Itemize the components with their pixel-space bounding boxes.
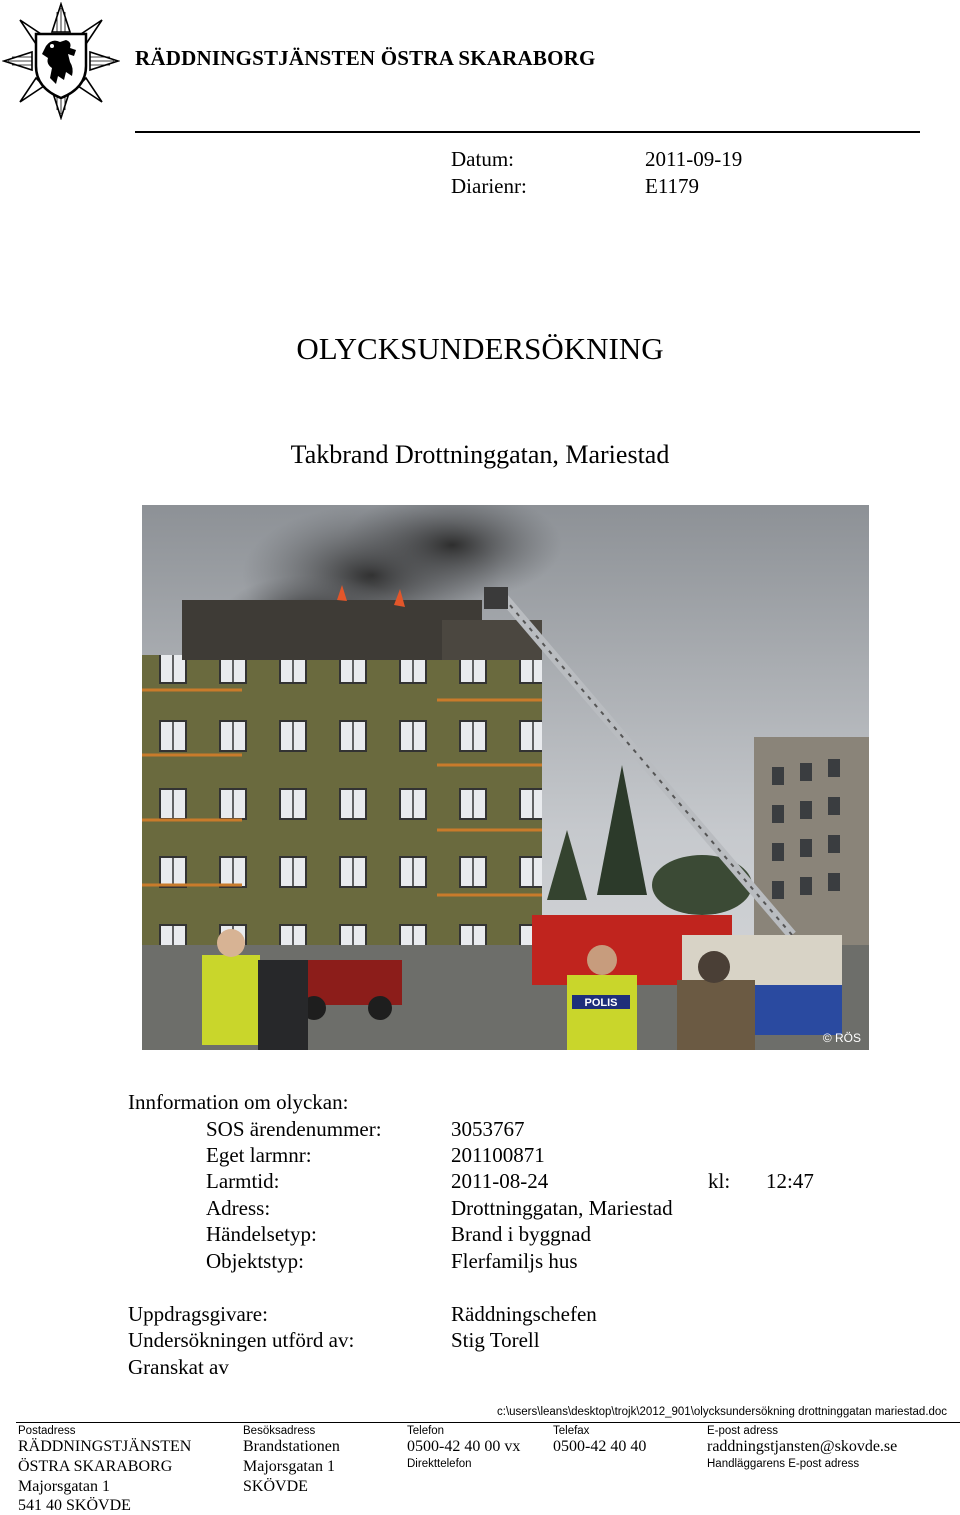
besoksadress-line: Brandstationen	[243, 1438, 340, 1455]
utford-label: Undersökningen utförd av:	[128, 1328, 355, 1352]
besoksadress-line: SKÖVDE	[243, 1478, 308, 1495]
datum-value: 2011-09-19	[645, 147, 743, 171]
direkttelefon-heading: Direkttelefon	[407, 1458, 472, 1470]
objektstyp-label: Objektstyp:	[206, 1249, 304, 1273]
postadress-line: Majorsgatan 1	[18, 1478, 110, 1495]
epost-heading: E-post adress	[707, 1425, 778, 1437]
organization-name: RÄDDNINGSTJÄNSTEN ÖSTRA SKARABORG	[135, 46, 596, 70]
diarienr-label: Diarienr:	[451, 174, 527, 198]
larmtid-label: Larmtid:	[206, 1169, 280, 1193]
uppdragsgivare-label: Uppdragsgivare:	[128, 1302, 268, 1326]
photo-watermark: © RÖS	[822, 1031, 861, 1045]
sos-value: 3053767	[451, 1117, 525, 1141]
datum-label: Datum:	[451, 147, 514, 171]
kl-value: 12:47	[766, 1169, 814, 1193]
postadress-line: 541 40 SKÖVDE	[18, 1497, 131, 1514]
epost-link[interactable]: raddningstjansten@skovde.se	[707, 1438, 898, 1455]
telefon-heading: Telefon	[407, 1425, 445, 1437]
telefon-value: 0500-42 40 00 vx	[407, 1438, 521, 1455]
handlaggare-epost-heading: Handläggarens E-post adress	[707, 1458, 860, 1470]
adress-value: Drottninggatan, Mariestad	[451, 1196, 673, 1220]
file-path: c:\users\leans\desktop\trojk\2012_901\olycksundersökning drottninggatan mariestad.doc	[497, 1406, 948, 1418]
postadress-line: ÖSTRA SKARABORG	[18, 1458, 173, 1475]
diarienr-value: E1179	[645, 174, 700, 198]
granskat-label: Granskat av	[128, 1355, 229, 1379]
handelsetyp-label: Händelsetyp:	[206, 1222, 317, 1246]
larmnr-label: Eget larmnr:	[206, 1143, 312, 1167]
larmtid-value: 2011-08-24	[451, 1169, 549, 1193]
sos-label: SOS ärendenummer:	[206, 1117, 382, 1141]
besoksadress-line: Majorsgatan 1	[243, 1458, 335, 1475]
adress-label: Adress:	[206, 1196, 271, 1220]
police-vest-text: POLIS	[584, 997, 618, 1009]
footer-divider	[16, 1422, 960, 1423]
uppdragsgivare-value: Räddningschefen	[451, 1302, 597, 1326]
objektstyp-value: Flerfamiljs hus	[451, 1249, 578, 1273]
larmnr-value: 201100871	[451, 1143, 545, 1167]
telefax-value: 0500-42 40 40	[553, 1438, 647, 1455]
handelsetyp-value: Brand i byggnad	[451, 1222, 591, 1246]
postadress-line: RÄDDNINGSTJÄNSTEN	[18, 1438, 192, 1455]
utford-value: Stig Torell	[451, 1328, 540, 1352]
info-heading: Innformation om olyckan:	[128, 1090, 349, 1114]
organization-logo	[2, 2, 120, 120]
besoksadress-heading: Besöksadress	[243, 1425, 316, 1437]
telefax-heading: Telefax	[553, 1425, 590, 1437]
kl-label: kl:	[708, 1169, 731, 1193]
incident-photo	[142, 505, 869, 1050]
document-title: OLYCKSUNDERSÖKNING	[296, 331, 664, 366]
postadress-heading: Postadress	[18, 1425, 76, 1437]
document-subtitle: Takbrand Drottninggatan, Mariestad	[290, 440, 670, 469]
header-divider	[135, 131, 920, 133]
